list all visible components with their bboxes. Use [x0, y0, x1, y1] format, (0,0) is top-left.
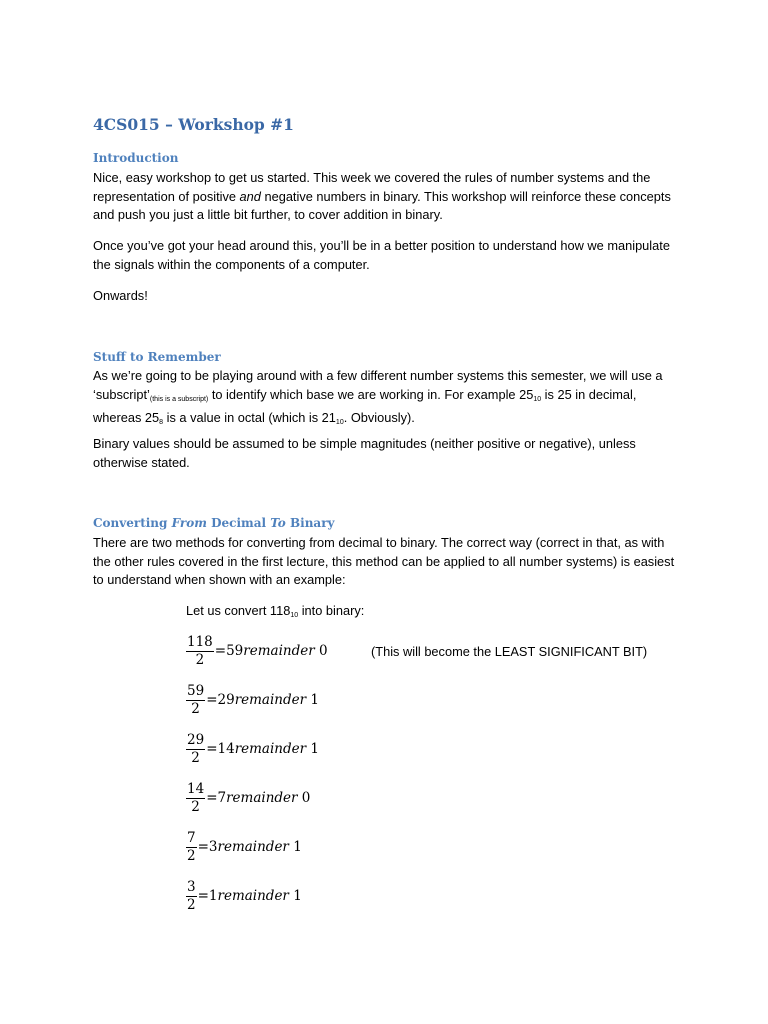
- remainder-value: 1: [293, 888, 302, 904]
- remainder-value: 0: [318, 643, 328, 659]
- introduction-paragraph-3: Onwards!: [93, 288, 148, 303]
- denominator: 2: [187, 896, 196, 913]
- remainder-label: remainder: [234, 692, 307, 708]
- equals-sign: =: [197, 888, 209, 904]
- remainder-label: remainder: [217, 839, 289, 855]
- equals-sign: =: [206, 692, 218, 708]
- quotient: 59: [226, 643, 244, 659]
- division-step: [186, 680, 319, 720]
- introduction-heading: Introduction: [93, 151, 179, 165]
- fraction: [186, 733, 205, 766]
- remainder-label: remainder: [226, 790, 298, 806]
- heading-part: Decimal: [206, 516, 271, 530]
- division-step: [186, 631, 328, 671]
- introduction-paragraph-1: [93, 169, 683, 225]
- stuff-p1-text-a: As we’re going to be playing around with a few different number systems this semester, we will use a ‘subscript’: [93, 368, 663, 402]
- stuff-paragraph-2: Binary values should be assumed to be simple magnitudes (neither positive or negative), unless otherwise stated.: [93, 436, 636, 470]
- remainder-value: 1: [310, 692, 319, 708]
- heading-part: Converting: [93, 516, 172, 530]
- heading-part: Binary: [285, 516, 335, 530]
- division-step: [186, 778, 310, 818]
- base-subscript: 10: [335, 419, 344, 426]
- remainder-label: remainder: [234, 741, 307, 757]
- subscript-example-note: (this is a subscript): [149, 395, 209, 403]
- denominator: 2: [191, 798, 200, 815]
- division-step: [186, 827, 302, 867]
- lsb-note: (This will become the LEAST SIGNIFICANT BIT): [371, 644, 648, 659]
- example-text-b: into binary:: [298, 603, 365, 618]
- remainder-value: 0: [301, 790, 311, 806]
- stuff-p1-text-c: is 25 in decimal, whereas 25: [93, 386, 637, 425]
- numerator: 3: [187, 878, 196, 895]
- stuff-p1-text-d: is a value in octal (which is 21: [163, 410, 336, 425]
- quotient: 3: [208, 839, 218, 855]
- example-intro: [186, 603, 364, 618]
- intro-p1-text-b: negative numbers in binary. This workshop will reinforce these concepts and push you just a little bit further, to cover addition in binary.: [93, 188, 671, 222]
- division-step: [186, 876, 302, 916]
- stuff-to-remember-heading: Stuff to Remember: [93, 350, 221, 364]
- stuff-paragraph-1: [93, 367, 683, 428]
- numerator: 14: [187, 780, 205, 797]
- example-text-a: Let us convert 118: [186, 603, 291, 618]
- stuff-p1-text-b: to identify which base we are working in. For example 25: [208, 386, 534, 402]
- numerator: 118: [187, 633, 213, 650]
- denominator: 2: [195, 651, 205, 668]
- quotient: 1: [208, 888, 218, 904]
- fraction: [186, 880, 197, 913]
- numerator: 29: [187, 731, 205, 748]
- denominator: 2: [191, 749, 200, 766]
- fraction: [186, 635, 214, 668]
- quotient: 14: [217, 741, 235, 757]
- quotient: 7: [217, 790, 227, 806]
- intro-p1-text-a: Nice, easy workshop to get us started. This week we covered the rules of number systems and the representation of positive: [93, 170, 651, 204]
- base-subscript: 10: [533, 395, 542, 403]
- heading-part-italic: From: [171, 516, 207, 530]
- document-title: 4CS015 – Workshop #1: [93, 115, 294, 134]
- equals-sign: =: [197, 839, 209, 855]
- denominator: 2: [187, 847, 196, 864]
- converting-paragraph-1: There are two methods for converting from decimal to binary. The correct way (correct in that, as with the other rules covered in the first lecture, this method can be applied to all number systems) is easiest to understand when shown with an example:: [93, 535, 675, 587]
- division-step: [186, 729, 319, 769]
- converting-heading: [93, 516, 335, 530]
- heading-part-italic: To: [270, 516, 286, 530]
- quotient: 29: [217, 692, 235, 708]
- base-subscript: 8: [159, 419, 164, 426]
- remainder-value: 1: [310, 741, 319, 757]
- fraction: [186, 782, 205, 815]
- introduction-paragraph-2: Once you’ve got your head around this, you’ll be in a better position to understand how we manipulate the signals within the components of a computer.: [93, 238, 670, 272]
- remainder-label: remainder: [217, 888, 289, 904]
- stuff-p1-text-e: . Obviously).: [343, 410, 415, 425]
- intro-p1-italic: and: [239, 188, 261, 204]
- remainder-label: remainder: [243, 643, 315, 659]
- numerator: 59: [187, 682, 205, 699]
- fraction: [186, 831, 197, 864]
- denominator: 2: [191, 700, 200, 717]
- fraction: [186, 684, 205, 717]
- equals-sign: =: [214, 643, 227, 659]
- equals-sign: =: [206, 790, 218, 806]
- base-subscript: 10: [290, 612, 299, 619]
- remainder-value: 1: [293, 839, 302, 855]
- equals-sign: =: [206, 741, 218, 757]
- numerator: 7: [187, 829, 196, 846]
